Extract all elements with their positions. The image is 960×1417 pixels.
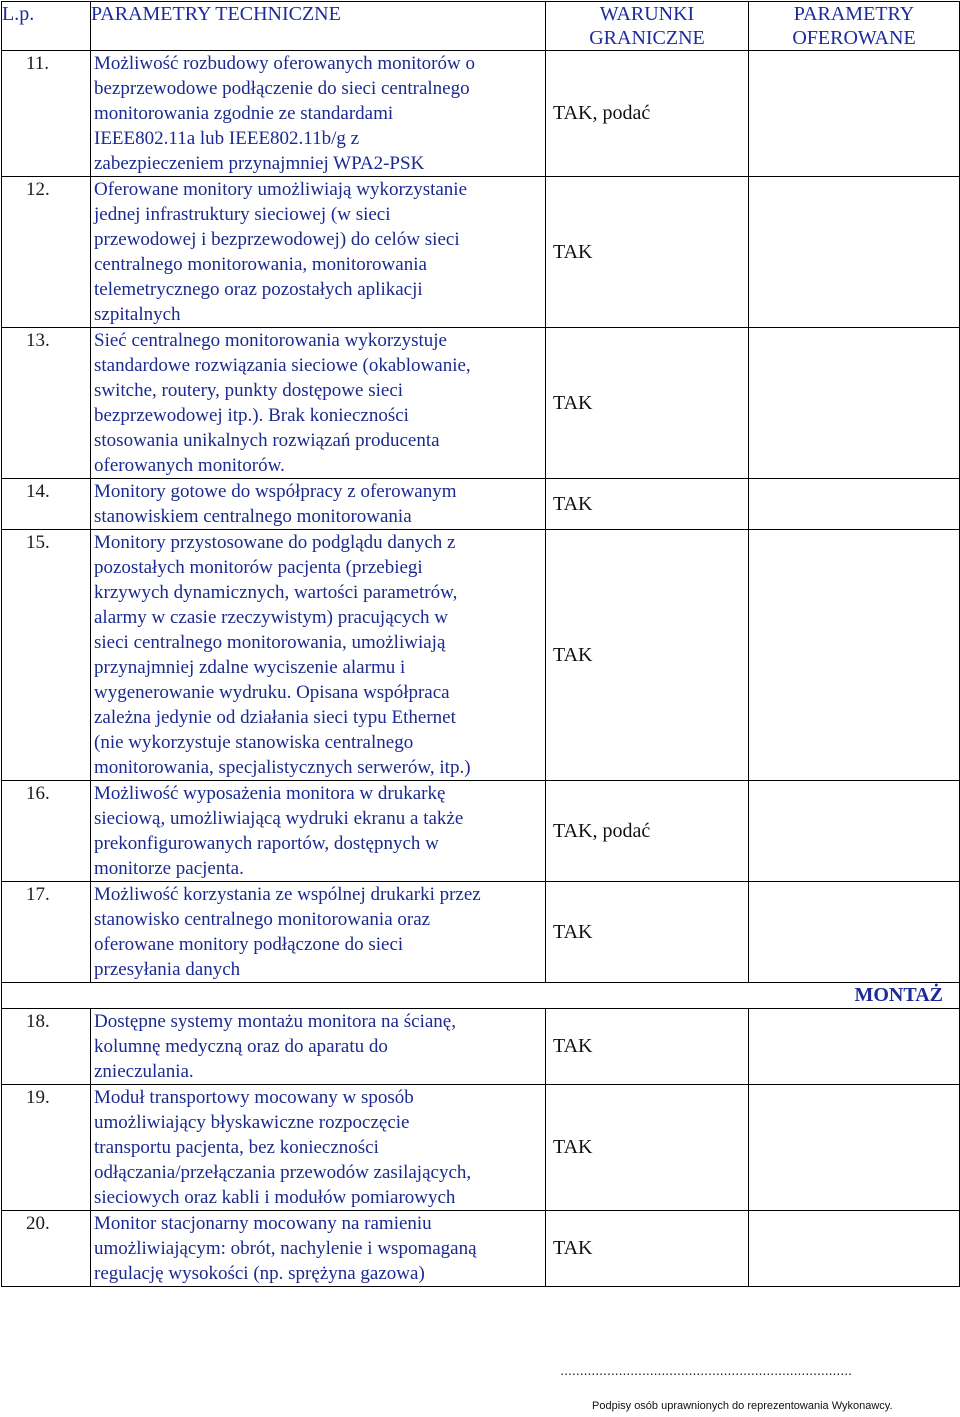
parameter-line: sieciową, umożliwiającą wydruki ekranu a także [94, 808, 464, 829]
row-number: 15. [2, 530, 91, 781]
parameter-line: zależna jedynie od działania sieci typu Ethernet [94, 707, 456, 728]
row-offered-cell[interactable] [749, 530, 960, 781]
row-limit-value: TAK [546, 1211, 749, 1287]
row-limit-value: TAK [546, 479, 749, 530]
parameter-line: Monitory przystosowane do podglądu danych z [94, 532, 456, 553]
parameter-line: IEEE802.11a lub IEEE802.11b/g z [94, 128, 360, 149]
parameter-line: oferowane monitory podłączone do sieci [94, 934, 404, 955]
parameter-line: sieci centralnego monitorowania, umożliwiają [94, 632, 446, 653]
row-parameter [91, 328, 546, 479]
parameter-line: Możliwość korzystania ze wspólnej drukarki przez [94, 884, 481, 905]
row-offered-cell[interactable] [749, 781, 960, 882]
header-offered [749, 2, 960, 51]
parameter-line: standardowe rozwiązania sieciowe (okablowanie, [94, 355, 471, 376]
table-row [2, 781, 960, 882]
row-offered-cell[interactable] [749, 328, 960, 479]
header-params: PARAMETRY TECHNICZNE [91, 2, 546, 51]
row-parameter [91, 1009, 546, 1085]
parameter-line: telemetrycznego oraz pozostałych aplikacji [94, 279, 423, 300]
row-offered-cell[interactable] [749, 479, 960, 530]
parameter-line: krzywych dynamicznych, wartości parametrów, [94, 582, 458, 603]
table-header [2, 2, 960, 51]
table-row [2, 530, 960, 781]
section-heading: MONTAŻ [2, 983, 960, 1009]
row-limit-value: TAK [546, 1085, 749, 1211]
parameter-line: odłączania/przełączania przewodów zasilających, [94, 1162, 472, 1183]
header-limits-line: GRANICZNE [589, 27, 705, 49]
parameter-line: jednej infrastruktury sieciowej (w sieci [94, 204, 391, 225]
parameter-line: bezprzewodowej itp.). Brak konieczności [94, 405, 409, 426]
parameter-line: przynajmniej zdalne wyciszenie alarmu i [94, 657, 406, 678]
row-parameter [91, 781, 546, 882]
parameter-line: znieczulania. [94, 1061, 194, 1082]
row-parameter [91, 1211, 546, 1287]
table-row [2, 177, 960, 328]
parameter-line: sieciowych oraz kabli i modułów pomiarowych [94, 1187, 456, 1208]
parameter-line: oferowanych monitorów. [94, 455, 285, 476]
parameter-line: regulację wysokości (np. sprężyna gazowa) [94, 1263, 425, 1284]
parameter-line: bezprzewodowe podłączenie do sieci centralnego [94, 78, 470, 99]
row-offered-cell[interactable] [749, 51, 960, 177]
parameter-line: (nie wykorzystuje stanowiska centralnego [94, 732, 414, 753]
row-number: 17. [2, 882, 91, 983]
row-number: 11. [2, 51, 91, 177]
parameter-line: szpitalnych [94, 304, 181, 325]
parameter-line: umożliwiający błyskawiczne rozpoczęcie [94, 1112, 410, 1133]
table-row [2, 1009, 960, 1085]
header-offered-line: PARAMETRY [793, 3, 915, 25]
parameter-line: Możliwość wyposażenia monitora w drukarkę [94, 783, 446, 804]
row-parameter [91, 530, 546, 781]
parameter-line: monitorowania, specjalistycznych serwerów, itp.) [94, 757, 471, 778]
parameter-line: umożliwiającym: obrót, nachylenie i wspomaganą [94, 1238, 477, 1259]
row-parameter [91, 882, 546, 983]
row-offered-cell[interactable] [749, 1211, 960, 1287]
section-montaz [2, 983, 960, 1009]
row-offered-cell[interactable] [749, 177, 960, 328]
parameter-line: Możliwość rozbudowy oferowanych monitorów o [94, 53, 475, 74]
parameter-line: Dostępne systemy montażu monitora na ścianę, [94, 1011, 456, 1032]
parameter-line: stanowisko centralnego monitorowania oraz [94, 909, 431, 930]
table-row [2, 328, 960, 479]
parameter-line: Monitory gotowe do współpracy z oferowanym [94, 481, 457, 502]
row-limit-value: TAK [546, 328, 749, 479]
parameter-line: Monitor stacjonarny mocowany na ramieniu [94, 1213, 432, 1234]
table-row [2, 479, 960, 530]
parameter-line: przewodowej i bezprzewodowej) do celów sieci [94, 229, 460, 250]
parameter-line: stosowania unikalnych rozwiązań producenta [94, 430, 440, 451]
parameter-line: prekonfigurowanych raportów, dostępnych w [94, 833, 439, 854]
parameter-line: kolumnę medyczną oraz do aparatu do [94, 1036, 388, 1057]
row-number: 12. [2, 177, 91, 328]
parameter-line: zabezpieczeniem przynajmniej WPA2-PSK [94, 153, 425, 174]
row-number: 18. [2, 1009, 91, 1085]
parameter-line: Sieć centralnego monitorowania wykorzystuje [94, 330, 447, 351]
parameter-line: stanowiskiem centralnego monitorowania [94, 506, 412, 527]
parameter-line: przesyłania danych [94, 959, 241, 980]
row-offered-cell[interactable] [749, 882, 960, 983]
parameter-line: centralnego monitorowania, monitorowania [94, 254, 427, 275]
table-row [2, 882, 960, 983]
spec-table [1, 1, 960, 1287]
signature-caption: Podpisy osób uprawnionych do reprezentowania Wykonawcy. [592, 1400, 893, 1412]
row-limit-value: TAK [546, 1009, 749, 1085]
signature-block [520, 1362, 940, 1412]
row-limit-value: TAK [546, 177, 749, 328]
parameter-line: pozostałych monitorów pacjenta (przebiegi [94, 557, 423, 578]
parameter-line: wygenerowanie wydruku. Opisana współpraca [94, 682, 450, 703]
parameter-line: monitorze pacjenta. [94, 858, 244, 879]
row-parameter [91, 479, 546, 530]
parameter-line: monitorowania zgodnie ze standardami [94, 103, 394, 124]
row-limit-value: TAK [546, 882, 749, 983]
table-body-montaz [2, 1009, 960, 1287]
header-offered-line: OFEROWANE [792, 27, 916, 49]
table-row [2, 1211, 960, 1287]
row-offered-cell[interactable] [749, 1085, 960, 1211]
row-parameter [91, 51, 546, 177]
parameter-line: transportu pacjenta, bez konieczności [94, 1137, 379, 1158]
header-limits-line: WARUNKI [599, 3, 695, 25]
parameter-line: Moduł transportowy mocowany w sposób [94, 1087, 414, 1108]
row-offered-cell[interactable] [749, 1009, 960, 1085]
parameter-line: alarmy w czasie rzeczywistym) pracujących w [94, 607, 448, 628]
row-number: 19. [2, 1085, 91, 1211]
row-parameter [91, 177, 546, 328]
row-number: 20. [2, 1211, 91, 1287]
signature-line: ........................................................................... [560, 1362, 852, 1378]
table-body [2, 51, 960, 983]
row-parameter [91, 1085, 546, 1211]
parameter-line: switche, routery, punkty dostępowe sieci [94, 380, 404, 401]
header-lp: L.p. [2, 2, 91, 51]
header-limits [546, 2, 749, 51]
row-limit-value: TAK, podać [546, 781, 749, 882]
row-limit-value: TAK, podać [546, 51, 749, 177]
row-number: 13. [2, 328, 91, 479]
row-number: 14. [2, 479, 91, 530]
table-row [2, 1085, 960, 1211]
row-number: 16. [2, 781, 91, 882]
parameter-line: Oferowane monitory umożliwiają wykorzystanie [94, 179, 468, 200]
row-limit-value: TAK [546, 530, 749, 781]
table-row [2, 51, 960, 177]
